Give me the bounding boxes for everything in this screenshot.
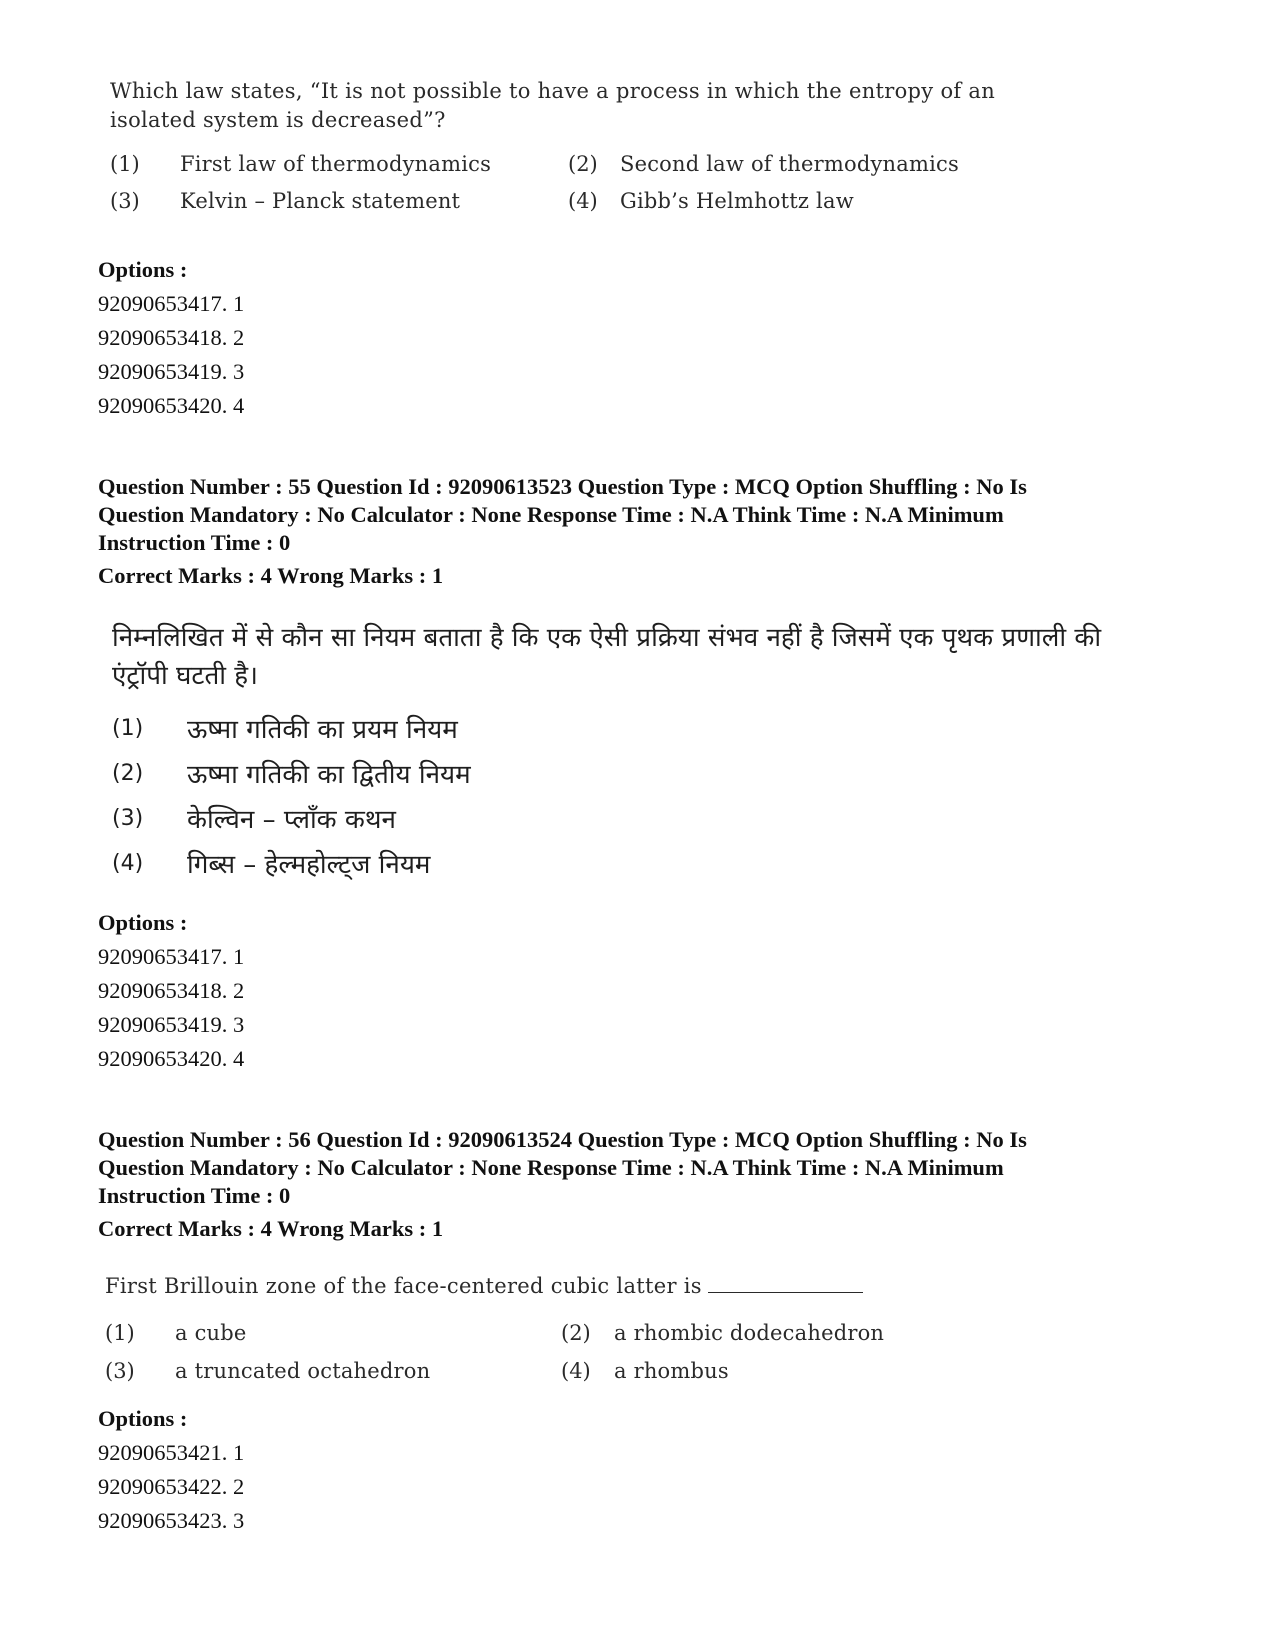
q54-choice-2-number: (2)	[568, 152, 598, 176]
q55-choice-4-number: (4)	[112, 851, 144, 876]
q55-meta-line-1: Question Number : 55 Question Id : 92090613523 Question Type : MCQ Option Shuffling : No Is	[98, 474, 1027, 499]
q55-choice-1-number: (1)	[112, 716, 144, 741]
q55-option-1: 92090653417. 1	[98, 944, 245, 969]
q56-options-label: Options :	[98, 1406, 188, 1431]
q55-choice-2-number: (2)	[112, 761, 144, 786]
q55-choice-1-text: ऊष्मा गतिकी का प्रयम नियम	[187, 715, 458, 745]
q56-choice-4-number: (4)	[561, 1359, 591, 1383]
q56-option-3: 92090653423. 3	[98, 1508, 245, 1533]
q55-stem-line-2: एंट्रॉपी घटती है।	[112, 661, 258, 691]
q55-option-3: 92090653419. 3	[98, 1012, 245, 1037]
q56-marks: Correct Marks : 4 Wrong Marks : 1	[98, 1216, 444, 1241]
q54-options-label: Options :	[98, 257, 188, 282]
q54-option-4: 92090653420. 4	[98, 393, 245, 418]
q54-option-1: 92090653417. 1	[98, 291, 245, 316]
q56-choice-1-number: (1)	[105, 1321, 135, 1345]
q56-choice-2-number: (2)	[561, 1321, 591, 1345]
q56-answer-blank	[708, 1274, 863, 1293]
q55-option-4: 92090653420. 4	[98, 1046, 245, 1071]
q54-choice-2-text: Second law of thermodynamics	[620, 152, 959, 176]
q56-option-2: 92090653422. 2	[98, 1474, 245, 1499]
q55-marks: Correct Marks : 4 Wrong Marks : 1	[98, 563, 444, 588]
q56-meta-line-1: Question Number : 56 Question Id : 92090613524 Question Type : MCQ Option Shuffling : No Is	[98, 1127, 1027, 1152]
q54-stem-line-2: isolated system is decreased”?	[110, 108, 446, 132]
q55-meta-line-2: Question Mandatory : No Calculator : None Response Time : N.A Think Time : N.A Minimum	[98, 502, 1004, 527]
q54-choice-4-number: (4)	[568, 189, 598, 213]
q54-choice-4-text: Gibb’s Helmhottz law	[620, 189, 854, 213]
q54-choice-1-number: (1)	[110, 152, 140, 176]
q56-choice-3-number: (3)	[105, 1359, 135, 1383]
q56-meta-line-3: Instruction Time : 0	[98, 1183, 291, 1208]
q55-choice-4-text: गिब्स – हेल्महोल्ट्ज नियम	[187, 850, 431, 880]
q54-option-2: 92090653418. 2	[98, 325, 245, 350]
q55-choice-2-text: ऊष्मा गतिकी का द्वितीय नियम	[187, 760, 471, 790]
q56-choice-3-text: a truncated octahedron	[175, 1359, 431, 1383]
q55-options-label: Options :	[98, 910, 188, 935]
q56-choice-1-text: a cube	[175, 1321, 247, 1345]
q54-choice-1-text: First law of thermodynamics	[180, 152, 492, 176]
q54-choice-3-number: (3)	[110, 189, 140, 213]
q56-choice-4-text: a rhombus	[614, 1359, 729, 1383]
q55-stem-line-1: निम्नलिखित में से कौन सा नियम बताता है कि एक ऐसी प्रक्रिया संभव नहीं है जिसमें एक पृथक प्रणाली की	[112, 623, 1102, 653]
q56-stem	[105, 1274, 863, 1298]
q54-option-3: 92090653419. 3	[98, 359, 245, 384]
q55-choice-3-text: केल्विन – प्लाँक कथन	[187, 805, 396, 835]
q54-choice-3-text: Kelvin – Planck statement	[180, 189, 461, 213]
q56-stem-text: First Brillouin zone of the face-centered cubic latter is	[105, 1274, 702, 1298]
q55-meta-line-3: Instruction Time : 0	[98, 530, 291, 555]
q56-meta-line-2: Question Mandatory : No Calculator : None Response Time : N.A Think Time : N.A Minimum	[98, 1155, 1004, 1180]
q55-choice-3-number: (3)	[112, 806, 144, 831]
q56-option-1: 92090653421. 1	[98, 1440, 245, 1465]
q56-choice-2-text: a rhombic dodecahedron	[614, 1321, 885, 1345]
q54-stem-line-1: Which law states, “It is not possible to have a process in which the entropy of an	[110, 79, 996, 103]
q55-option-2: 92090653418. 2	[98, 978, 245, 1003]
